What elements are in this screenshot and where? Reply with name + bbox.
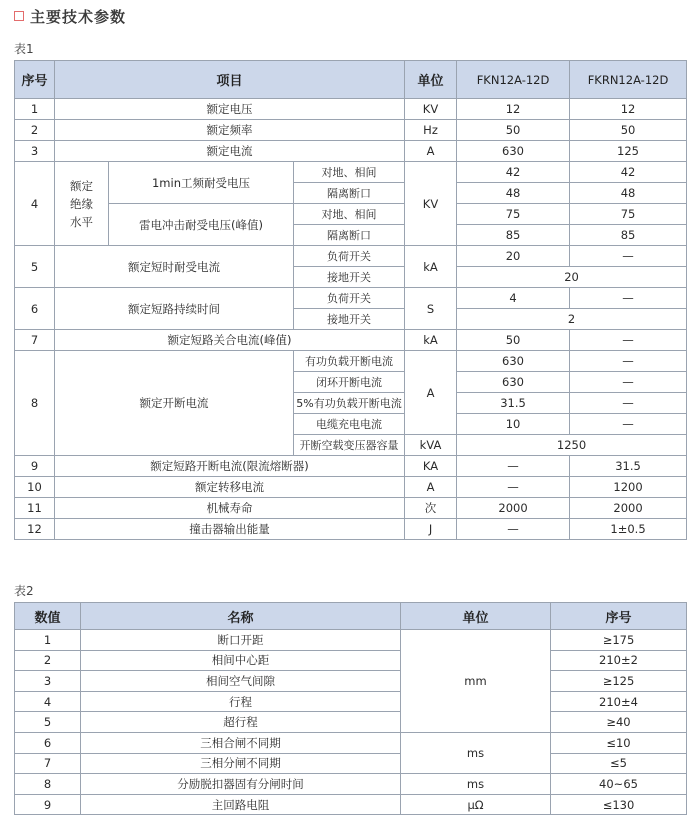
- cell-ab: 1250: [457, 435, 687, 456]
- cell-no: 1: [15, 99, 55, 120]
- cell-item: 额定开断电流: [55, 351, 294, 456]
- cell-b: 48: [570, 183, 687, 204]
- cell-unit: Hz: [405, 120, 457, 141]
- cell-a: 50: [457, 120, 570, 141]
- cell-value: ≤10: [551, 732, 687, 753]
- cell-condition: 电缆充电电流: [294, 414, 405, 435]
- cell-name: 三相合闸不同期: [81, 732, 401, 753]
- cell-no: 2: [15, 650, 81, 671]
- cell-a: 42: [457, 162, 570, 183]
- cell-condition: 接地开关: [294, 309, 405, 330]
- cell-condition: 隔离断口: [294, 183, 405, 204]
- cell-a: 630: [457, 351, 570, 372]
- cell-a: 2000: [457, 498, 570, 519]
- cell-item: 额定频率: [55, 120, 405, 141]
- cell-item: 额定电流: [55, 141, 405, 162]
- cell-b: —: [570, 393, 687, 414]
- table-row: [15, 246, 687, 267]
- header-item: 项目: [55, 61, 405, 99]
- cell-no: 5: [15, 246, 55, 288]
- cell-condition: 隔离断口: [294, 225, 405, 246]
- cell-b: 50: [570, 120, 687, 141]
- table-row: [15, 671, 687, 692]
- cell-a: 10: [457, 414, 570, 435]
- cell-a: —: [457, 456, 570, 477]
- cell-a: 630: [457, 141, 570, 162]
- cell-value: ≥175: [551, 630, 687, 651]
- cell-b: 1±0.5: [570, 519, 687, 540]
- table-row: [15, 456, 687, 477]
- cell-name: 三相分闸不同期: [81, 753, 401, 774]
- cell-b: 42: [570, 162, 687, 183]
- cell-name: 分励脱扣器固有分闸时间: [81, 774, 401, 795]
- cell-b: 2000: [570, 498, 687, 519]
- cell-no: 12: [15, 519, 55, 540]
- section-heading: [14, 6, 126, 26]
- cell-name: 行程: [81, 691, 401, 712]
- header-name: 名称: [81, 603, 401, 630]
- cell-unit: KV: [405, 99, 457, 120]
- table-header-row: [15, 603, 687, 630]
- cell-condition: 闭环开断电流: [294, 372, 405, 393]
- cell-b: —: [570, 351, 687, 372]
- table-row: [15, 204, 687, 225]
- cell-unit: 次: [405, 498, 457, 519]
- cell-unit: kVA: [405, 435, 457, 456]
- square-bullet-icon: [14, 11, 24, 21]
- cell-condition: 对地、相间: [294, 204, 405, 225]
- cell-no: 5: [15, 712, 81, 733]
- cell-item: 撞击器输出能量: [55, 519, 405, 540]
- cell-a: 85: [457, 225, 570, 246]
- cell-condition: 对地、相间: [294, 162, 405, 183]
- cell-unit: kA: [405, 246, 457, 288]
- table-row: [15, 712, 687, 733]
- cell-value: ≤130: [551, 794, 687, 815]
- cell-b: —: [570, 246, 687, 267]
- table-row: [15, 99, 687, 120]
- header-no: 数值: [15, 603, 81, 630]
- cell-no: 9: [15, 794, 81, 815]
- cell-unit: A: [405, 477, 457, 498]
- cell-a: 75: [457, 204, 570, 225]
- cell-unit: μΩ: [401, 794, 551, 815]
- cell-unit: J: [405, 519, 457, 540]
- cell-subitem: 雷电冲击耐受电压(峰值): [109, 204, 294, 246]
- cell-a: 48: [457, 183, 570, 204]
- cell-a: —: [457, 477, 570, 498]
- cell-condition: 5%有功负载开断电流: [294, 393, 405, 414]
- cell-a: 31.5: [457, 393, 570, 414]
- cell-condition: 负荷开关: [294, 246, 405, 267]
- cell-value: 40~65: [551, 774, 687, 795]
- cell-value: 210±2: [551, 650, 687, 671]
- cell-a: 4: [457, 288, 570, 309]
- cell-item: 额定转移电流: [55, 477, 405, 498]
- cell-unit: ms: [401, 774, 551, 795]
- cell-ab: 2: [457, 309, 687, 330]
- cell-no: 11: [15, 498, 55, 519]
- cell-no: 4: [15, 691, 81, 712]
- cell-group: 额定 绝缘 水平: [55, 162, 109, 246]
- table-row: [15, 288, 687, 309]
- cell-ab: 20: [457, 267, 687, 288]
- cell-no: 3: [15, 141, 55, 162]
- table-row: [15, 753, 687, 774]
- cell-value: ≥40: [551, 712, 687, 733]
- cell-condition: 有功负载开断电流: [294, 351, 405, 372]
- cell-no: 9: [15, 456, 55, 477]
- header-value: 序号: [551, 603, 687, 630]
- section-title: 主要技术参数: [30, 7, 127, 26]
- cell-b: 1200: [570, 477, 687, 498]
- cell-item: 额定电压: [55, 99, 405, 120]
- cell-b: 75: [570, 204, 687, 225]
- table-row: [15, 498, 687, 519]
- cell-unit: kA: [405, 330, 457, 351]
- cell-unit: A: [405, 351, 457, 435]
- cell-name: 主回路电阻: [81, 794, 401, 815]
- cell-item: 机械寿命: [55, 498, 405, 519]
- cell-b: 31.5: [570, 456, 687, 477]
- cell-b: —: [570, 414, 687, 435]
- cell-value: 210±4: [551, 691, 687, 712]
- table-row: [15, 120, 687, 141]
- cell-no: 10: [15, 477, 55, 498]
- cell-unit: KA: [405, 456, 457, 477]
- cell-b: 12: [570, 99, 687, 120]
- cell-b: —: [570, 330, 687, 351]
- mechanical-table: [14, 602, 687, 815]
- cell-a: 12: [457, 99, 570, 120]
- table-row: [15, 477, 687, 498]
- cell-a: —: [457, 519, 570, 540]
- cell-item: 额定短时耐受电流: [55, 246, 294, 288]
- header-model-b: FKRN12A-12D: [570, 61, 687, 99]
- cell-no: 6: [15, 288, 55, 330]
- cell-no: 8: [15, 351, 55, 456]
- cell-no: 4: [15, 162, 55, 246]
- table-row: [15, 774, 687, 795]
- cell-name: 断口开距: [81, 630, 401, 651]
- cell-unit: S: [405, 288, 457, 330]
- cell-unit: mm: [401, 630, 551, 733]
- cell-no: 1: [15, 630, 81, 651]
- cell-item: 额定短路持续时间: [55, 288, 294, 330]
- table1-caption: 表1: [14, 42, 34, 56]
- table-row: [15, 732, 687, 753]
- cell-subitem: 1min工频耐受电压: [109, 162, 294, 204]
- cell-no: 2: [15, 120, 55, 141]
- cell-condition: 接地开关: [294, 267, 405, 288]
- table-header-row: [15, 61, 687, 99]
- cell-a: 20: [457, 246, 570, 267]
- cell-no: 7: [15, 330, 55, 351]
- table-row: [15, 351, 687, 372]
- cell-item: 额定短路开断电流(限流熔断器): [55, 456, 405, 477]
- cell-item: 额定短路关合电流(峰值): [55, 330, 405, 351]
- header-model-a: FKN12A-12D: [457, 61, 570, 99]
- cell-b: 85: [570, 225, 687, 246]
- parameters-table: [14, 60, 687, 540]
- cell-condition: 负荷开关: [294, 288, 405, 309]
- cell-unit: ms: [401, 732, 551, 773]
- cell-no: 3: [15, 671, 81, 692]
- cell-value: ≤5: [551, 753, 687, 774]
- cell-a: 50: [457, 330, 570, 351]
- table-row: [15, 691, 687, 712]
- table-row: [15, 330, 687, 351]
- cell-no: 8: [15, 774, 81, 795]
- cell-unit: KV: [405, 162, 457, 246]
- header-no: 序号: [15, 61, 55, 99]
- cell-name: 相间空气间隙: [81, 671, 401, 692]
- table-row: [15, 794, 687, 815]
- table-row: [15, 141, 687, 162]
- cell-no: 7: [15, 753, 81, 774]
- table-row: [15, 630, 687, 651]
- header-unit: 单位: [405, 61, 457, 99]
- table-row: [15, 519, 687, 540]
- header-unit: 单位: [401, 603, 551, 630]
- cell-name: 相间中心距: [81, 650, 401, 671]
- cell-b: —: [570, 288, 687, 309]
- cell-no: 6: [15, 732, 81, 753]
- cell-unit: A: [405, 141, 457, 162]
- cell-a: 630: [457, 372, 570, 393]
- table-row: [15, 162, 687, 183]
- cell-b: —: [570, 372, 687, 393]
- table2-caption: 表2: [14, 584, 34, 598]
- cell-condition: 开断空载变压器容量: [294, 435, 405, 456]
- cell-value: ≥125: [551, 671, 687, 692]
- table-row: [15, 650, 687, 671]
- cell-b: 125: [570, 141, 687, 162]
- cell-name: 超行程: [81, 712, 401, 733]
